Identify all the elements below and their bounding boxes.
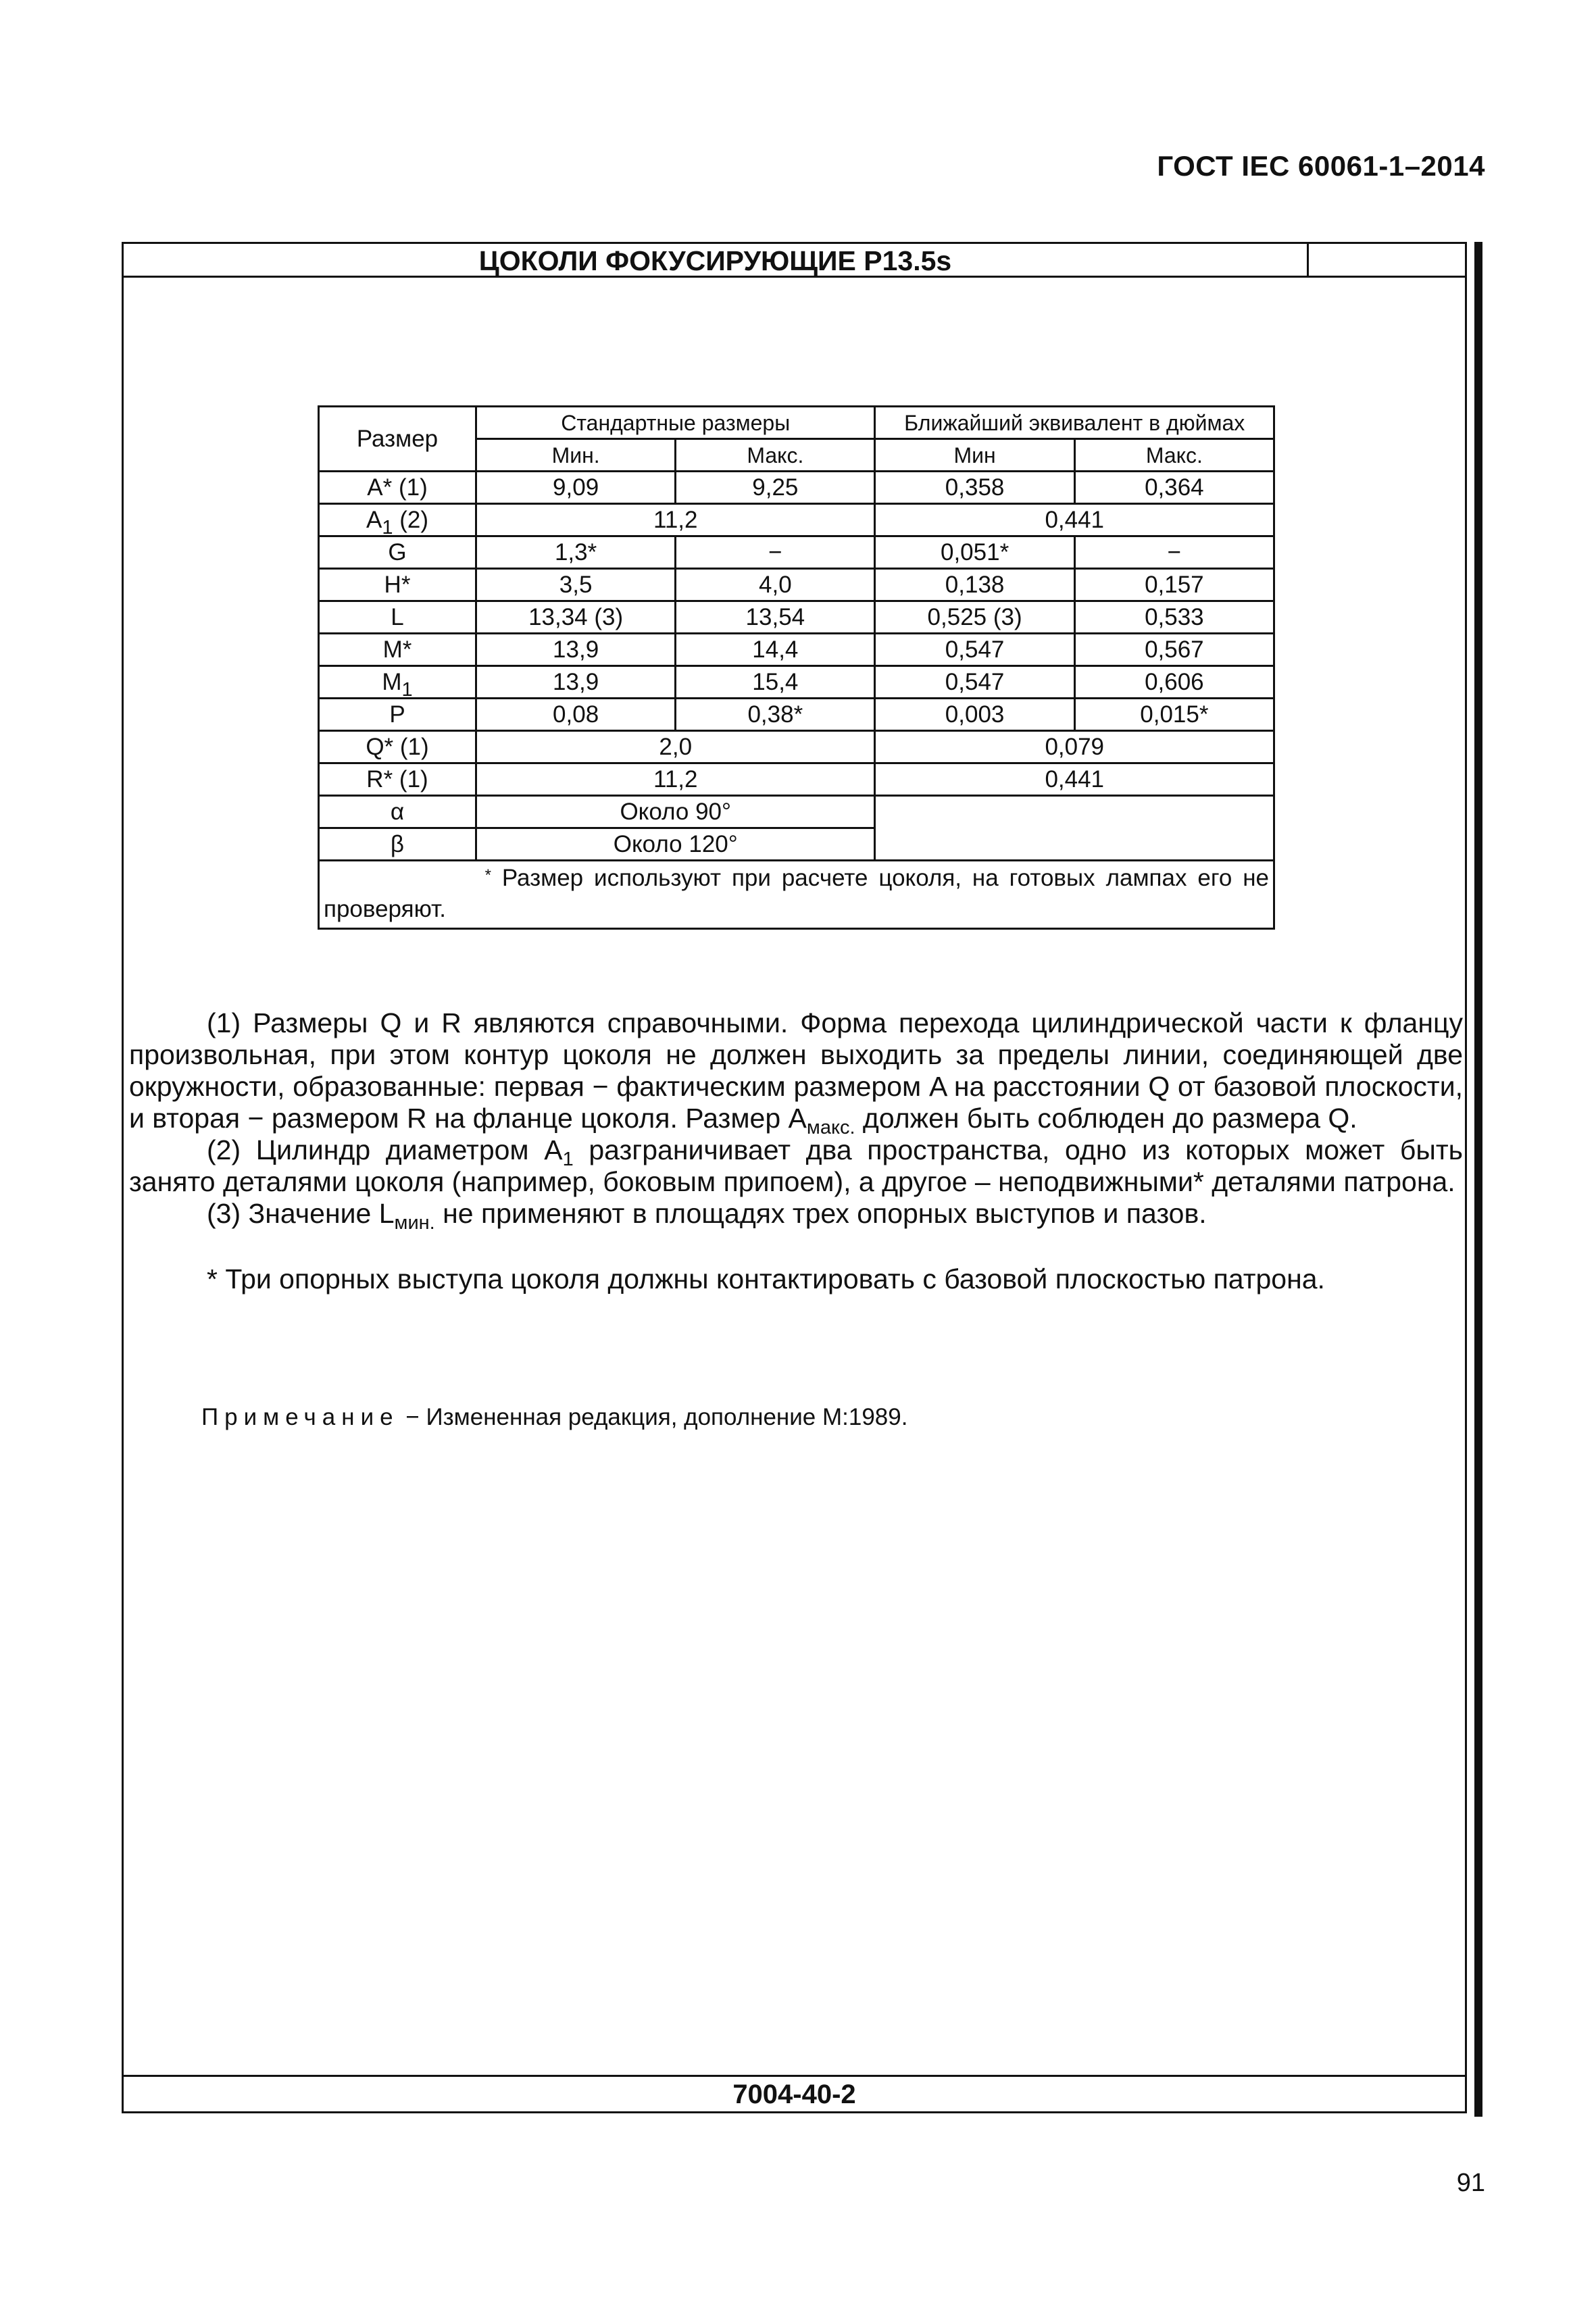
sheet-frame <box>122 242 1467 2113</box>
row-label: G <box>319 536 476 569</box>
cell-inch-max: 0,364 <box>1074 472 1274 504</box>
notes-block <box>129 1007 1463 1295</box>
cell-std-min: 1,3* <box>476 536 676 569</box>
header-standard-sizes: Стандартные размеры <box>476 407 875 439</box>
table-row <box>319 731 1274 763</box>
cell-std-min: 3,5 <box>476 569 676 601</box>
cell-empty <box>875 796 1274 861</box>
note-3-text-end: не применяют в площадях трех опорных выступов и пазов. <box>434 1198 1207 1229</box>
header-std-min: Мин. <box>476 439 676 472</box>
cell-std-max: − <box>676 536 875 569</box>
cell-std-max: 9,25 <box>676 472 875 504</box>
cell-inch-min: 0,051* <box>875 536 1074 569</box>
footnote-mark: * <box>484 866 491 884</box>
row-label: R* (1) <box>319 763 476 796</box>
sheet-title: ЦОКОЛИ ФОКУСИРУЮЩИЕ Р13.5s <box>124 244 1309 276</box>
note-2-subscript: 1 <box>562 1149 574 1170</box>
table-row <box>319 796 1274 828</box>
table-row <box>319 634 1274 666</box>
cell-std-min: 13,34 (3) <box>476 601 676 634</box>
label-base: A <box>366 506 382 533</box>
remark-text: − Измененная редакция, дополнение М:1989. <box>399 1404 908 1430</box>
cell-std-max: 15,4 <box>676 666 875 699</box>
frame-thick-border <box>1474 242 1482 2117</box>
note-1-subscript: макс. <box>806 1117 855 1138</box>
row-label <box>319 666 476 699</box>
cell-inch-max: 0,567 <box>1074 634 1274 666</box>
note-3-text: (3) Значение L <box>207 1198 395 1229</box>
cell-std-min: 13,9 <box>476 634 676 666</box>
cell-inch-value: 0,441 <box>875 763 1274 796</box>
label-base: M <box>382 668 402 695</box>
cell-inch-value: 0,441 <box>875 504 1274 536</box>
table-row <box>319 763 1274 796</box>
note-2-text: (2) Цилиндр диаметром A <box>207 1134 563 1165</box>
cell-std-value: 11,2 <box>476 504 875 536</box>
remark-label: Примечание <box>201 1404 399 1430</box>
table-row <box>319 472 1274 504</box>
cell-std-min: 0,08 <box>476 699 676 731</box>
table-row <box>319 601 1274 634</box>
cell-inch-min: 0,358 <box>875 472 1074 504</box>
row-label: A* (1) <box>319 472 476 504</box>
header-size: Размер <box>319 407 476 472</box>
header-std-max: Макс. <box>676 439 875 472</box>
cell-std-min: 9,09 <box>476 472 676 504</box>
star-note: * Три опорных выступа цоколя должны контактировать с базовой плоскостью патрона. <box>207 1263 1325 1294</box>
cell-inch-max: 0,157 <box>1074 569 1274 601</box>
cell-std-min: 13,9 <box>476 666 676 699</box>
note-2 <box>129 1134 1463 1198</box>
row-label: α <box>319 796 476 828</box>
header-inch-equivalent: Ближайший эквивалент в дюймах <box>875 407 1274 439</box>
cell-inch-max: 0,606 <box>1074 666 1274 699</box>
cell-inch-max: 0,533 <box>1074 601 1274 634</box>
cell-std-max: 0,38* <box>676 699 875 731</box>
table-row <box>319 569 1274 601</box>
cell-std-max: 14,4 <box>676 634 875 666</box>
cell-inch-value: 0,079 <box>875 731 1274 763</box>
note-3 <box>129 1198 1463 1234</box>
cell-inch-max: 0,015* <box>1074 699 1274 731</box>
note-1 <box>129 1007 1463 1138</box>
row-label: H* <box>319 569 476 601</box>
label-rest: (2) <box>393 506 428 533</box>
cell-inch-max: − <box>1074 536 1274 569</box>
table-row <box>319 699 1274 731</box>
note-3-subscript: мин. <box>394 1212 435 1234</box>
note-2-text-end: разграничивает два пространства, одно из которых может быть занято деталями цоколя (например, боковым припоем), а другое – неподвижными* деталями патрона. <box>129 1134 1463 1197</box>
title-row <box>124 244 1465 278</box>
note-1-text: (1) Размеры Q и R являются справочными. Форма перехода цилиндрической части к фланцу произвольная, при этом контур цоколя не должен выходить за пределы линии, соединяющей две окружности, образованные: первая − фактическим размером A на расстоянии Q от базовой плоскости, и вторая − размером R на фланце цоколя. Размер A <box>129 1007 1463 1134</box>
cell-std-value: 2,0 <box>476 731 875 763</box>
cell-std-value: Около 120° <box>476 828 875 861</box>
footnote-text: Размер используют при расчете цоколя, на готовых лампах его не проверяют. <box>324 865 1269 922</box>
row-label: β <box>319 828 476 861</box>
table-footnote <box>319 861 1274 929</box>
header-inch-max: Макс. <box>1074 439 1274 472</box>
cell-std-value: 11,2 <box>476 763 875 796</box>
header-inch-min: Мин <box>875 439 1074 472</box>
page-number: 91 <box>1456 2169 1485 2197</box>
cell-inch-min: 0,525 (3) <box>875 601 1074 634</box>
cell-inch-min: 0,003 <box>875 699 1074 731</box>
row-label: L <box>319 601 476 634</box>
label-subscript: 1 <box>401 678 413 701</box>
sheet-code: 7004-40-2 <box>124 2075 1465 2111</box>
dimensions-table <box>318 405 1275 930</box>
cell-std-max: 13,54 <box>676 601 875 634</box>
document-code: ГОСТ IEC 60061-1–2014 <box>1157 150 1485 182</box>
note-1-text-end: должен быть соблюден до размера Q. <box>855 1103 1357 1134</box>
label-subscript: 1 <box>382 516 393 538</box>
cell-std-value: Около 90° <box>476 796 875 828</box>
cell-inch-min: 0,547 <box>875 666 1074 699</box>
table-row <box>319 666 1274 699</box>
cell-inch-min: 0,138 <box>875 569 1074 601</box>
row-label <box>319 504 476 536</box>
row-label: P <box>319 699 476 731</box>
remark <box>201 1403 907 1432</box>
table-row <box>319 536 1274 569</box>
cell-std-max: 4,0 <box>676 569 875 601</box>
row-label: M* <box>319 634 476 666</box>
cell-inch-min: 0,547 <box>875 634 1074 666</box>
table-row <box>319 504 1274 536</box>
row-label: Q* (1) <box>319 731 476 763</box>
